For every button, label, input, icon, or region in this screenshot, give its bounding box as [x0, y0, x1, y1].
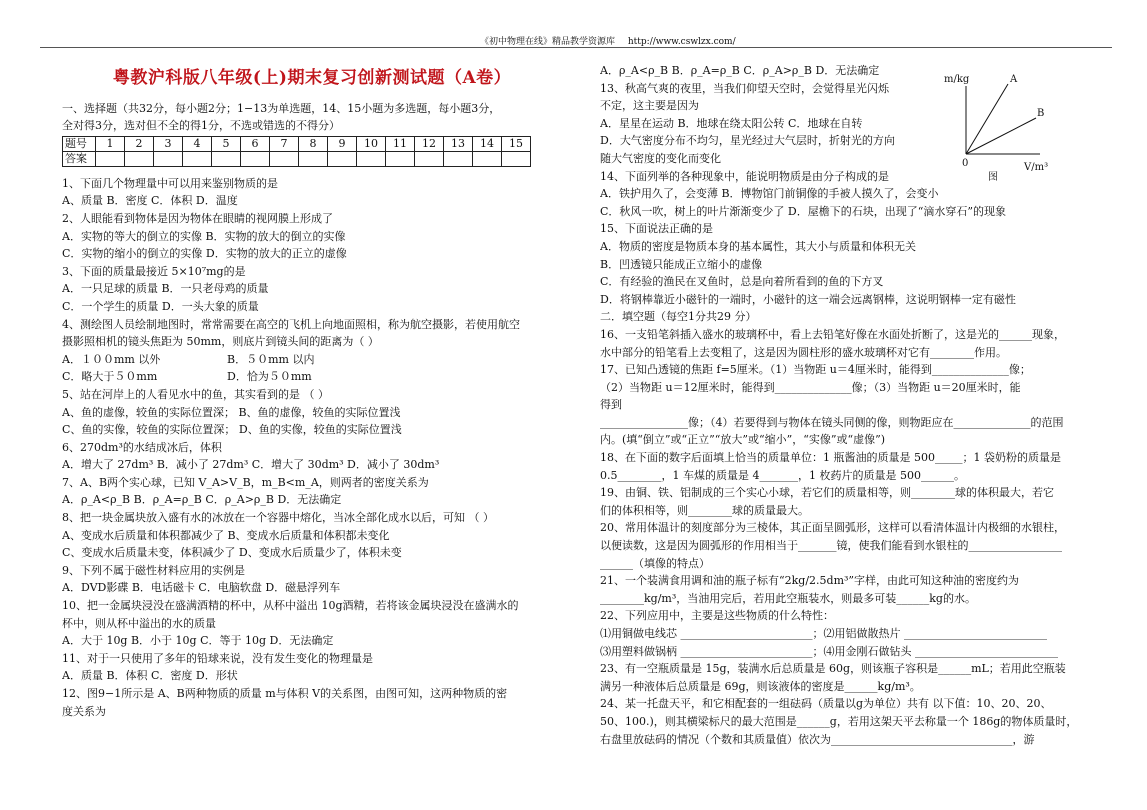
- question-line: 14、下面列举的各种现象中，能说明物质是由分子构成的是: [600, 169, 889, 183]
- option-text: C．略大于５０mm: [62, 370, 158, 384]
- answer-cell[interactable]: [357, 151, 386, 166]
- answer-cell[interactable]: [154, 151, 183, 166]
- answer-table-number: 9: [328, 136, 357, 151]
- question-line: ⑶用塑料做锅柄 ________________________；⑷用金刚石做钻头 __________________________: [600, 644, 1058, 658]
- question-line: 右盘里放砝码的情况（个数和其质量值）依次为_________________________________，游: [600, 732, 1035, 746]
- question-line: 6、270dm³的水结成冰后，体积: [62, 440, 222, 454]
- answer-cell[interactable]: [212, 151, 241, 166]
- question-line: 们的体积相等，则________球的质量最大。: [600, 503, 809, 517]
- question-line: 13、秋高气爽的夜里，当我们仰望天空时，会觉得星光闪烁: [600, 81, 889, 95]
- question-line: C、变成水后质量未变，体积减少了 D、变成水后质量少了，体积未变: [62, 546, 402, 560]
- question-line: 19、由铜、铁、铝制成的三个实心小球，若它们的质量相等，则________球的体积最大，若它: [600, 486, 1054, 500]
- question-line: 16、一支铅笔斜插入盛水的玻璃杯中，看上去铅笔好像在水面处折断了，这是光的______现象，: [600, 327, 1065, 341]
- question-line: 内。(填“倒立”或“正立”“放大”或“缩小”，“实像”或“虚像”): [600, 433, 886, 447]
- question-line: 1、下面几个物理量中可以用来鉴别物质的是: [62, 176, 278, 190]
- question-line: A、变成水后质量和体积都减少了 B、变成水后质量和体积都未变化: [62, 528, 390, 542]
- question-line: 摄影照相机的镜头焦距为 50mm，则底片到镜头间的距离为（ ）: [62, 335, 379, 349]
- answer-table-number: 8: [299, 136, 328, 151]
- page-title: 粤教沪科版八年级(上)期末复习创新测试题（A卷）: [112, 68, 512, 88]
- question-line: 50、100.)，则其横梁标尺的最大范围是______g，若用这架天平去称量一个 186g的物体质量时，: [600, 714, 1078, 728]
- question-line: ________________像；（4）若要得到与物体在镜头同侧的像，则物距应在______________的范围: [600, 415, 1064, 429]
- question-line: 5、站在河岸上的人看见水中的鱼，其实看到的是 （ ）: [62, 387, 329, 401]
- question-line: 11、对于一只使用了多年的铅球来说，没有发生变化的物理量是: [62, 651, 373, 665]
- question-line: [62, 351, 562, 369]
- question-line: A．物质的密度是物质本身的基本属性，其大小与质量和体积无关: [600, 239, 916, 253]
- answer-table-number: 15: [502, 136, 531, 151]
- answer-table-number: 11: [386, 136, 415, 151]
- question-line: 2、人眼能看到物体是因为物体在眼睛的视网膜上形成了: [62, 211, 333, 225]
- question-line: 20、常用体温计的刻度部分为三棱体，其正面呈圆弧形，这样可以看清体温计内极细的水银柱，: [600, 521, 1065, 535]
- question-line: 8、把一块金属块放入盛有水的冰放在一个容器中熔化，当冰全部化成水以后，可知 （ ）: [62, 511, 494, 525]
- question-line: 22、下列应用中，主要是这些物质的什么特性：: [600, 609, 834, 623]
- answer-cell[interactable]: [241, 151, 270, 166]
- page-header: [480, 34, 746, 47]
- question-line: A．实物的等大的倒立的实像 B．实物的放大的倒立的实像: [62, 229, 346, 243]
- question-line: B．凹透镜只能成正立缩小的虚像: [600, 257, 763, 271]
- answer-table-number: 13: [444, 136, 473, 151]
- section1-intro-1: 一、选择题（共32分，每小题2分；1−13为单选题，14、15小题为多选题，每小题3分，: [62, 101, 501, 115]
- question-line: C．一个学生的质量 D．一头大象的质量: [62, 299, 259, 313]
- left-column: [62, 62, 562, 720]
- question-line: 23、有一空瓶质量是 15g，装满水后总质量是 60g，则该瓶子容积是______mL；若用此空瓶装: [600, 662, 1066, 676]
- answer-table-number: 7: [270, 136, 299, 151]
- answer-table-row-label: 题号: [63, 136, 96, 151]
- question-line: A．ρ_A<ρ_B B．ρ_A=ρ_B C．ρ_A>ρ_B D．无法确定: [62, 493, 342, 507]
- question-line: 17、已知凸透镜的焦距 f=5厘米。（1）当物距 u＝4厘米时，能得到______________像；: [600, 363, 1031, 377]
- question-line: 18、在下面的数字后面填上恰当的质量单位：1 瓶酱油的质量是 500_____；1 袋奶粉的质量是: [600, 451, 1061, 465]
- answer-cell[interactable]: [96, 151, 125, 166]
- graph-origin: 0: [962, 158, 969, 169]
- graph-label-b: B: [1037, 108, 1045, 119]
- question-line: A．铁护用久了，会变薄 B．博物馆门前铜像的手被人摸久了，会变小: [600, 187, 939, 201]
- question-line: ⑴用铜做电线芯 ________________________；⑵用铝做散热片 __________________________: [600, 627, 1047, 640]
- option-text: B．５０mm 以内: [227, 352, 315, 366]
- question-line: 水中部分的铅笔看上去变粗了，这是因为圆柱形的盛水玻璃杯对它有________作用。: [600, 345, 1007, 359]
- question-line: 满另一种液体后总质量是 69g，则该液体的密度是______kg/m³。: [600, 679, 921, 693]
- question-line: 10、把一金属块浸没在盛满酒精的杯中，从杯中溢出 10g酒精，若将该金属块浸没在盛满水的: [62, 599, 519, 613]
- header-site: 《初中物理在线》精品教学资源库: [480, 37, 616, 47]
- answer-cell[interactable]: [270, 151, 299, 166]
- question-line: C、鱼的实像，较鱼的实际位置深； D、鱼的实像，较鱼的实际位置浅: [62, 423, 402, 437]
- question-line: A．大于 10g B．小于 10g C．等于 10g D．无法确定: [62, 634, 334, 648]
- answer-table-number: 1: [96, 136, 125, 151]
- question-line: ________kg/m³，当油用完后，若用此空瓶装水，则最多可装______kg的水。: [600, 591, 976, 605]
- question-line: A．ρ_A<ρ_B B．ρ_A=ρ_B C．ρ_A>ρ_B D．无法确定: [600, 64, 880, 77]
- answer-cell[interactable]: [183, 151, 212, 166]
- question-line: 0.5________，1 车煤的质量是 4_______，1 枚药片的质量是 500______。: [600, 468, 965, 482]
- answer-cell[interactable]: [473, 151, 502, 166]
- question-line: 4、测绘图人员绘制地图时，常常需要在高空的飞机上向地面照相，称为航空摄影，若使用航空: [62, 317, 520, 331]
- answer-cell[interactable]: [328, 151, 357, 166]
- header-rule: [40, 47, 1112, 48]
- answer-table-row-label: 答案: [63, 151, 96, 166]
- question-line: 12、图9−1所示是 A、B两种物质的质量 m与体积 V的关系图，由图可知，这两种物质的密: [62, 687, 508, 700]
- question-line: 9、下列不属于磁性材料应用的实例是: [62, 563, 245, 577]
- question-line: ______（填像的特点）: [600, 556, 710, 570]
- question-line: 21、一个装满食用调和油的瓶子标有“2kg/2.5dm³”字样，由此可知这种油的密度约为: [600, 574, 1020, 588]
- question-line: A．星星在运动 B．地球在绕太阳公转 C．地球在自转: [600, 116, 863, 130]
- answer-cell[interactable]: [125, 151, 154, 166]
- answer-table-number: 4: [183, 136, 212, 151]
- question-line: A、鱼的虚像，较鱼的实际位置深； B、鱼的虚像，较鱼的实际位置浅: [62, 405, 401, 419]
- graph-label-a: A: [1010, 74, 1018, 85]
- question-line: C．秋风一吹，树上的叶片渐渐变少了 D．屋檐下的石块，出现了“滴水穿石”的现象: [600, 204, 1006, 218]
- section1-intro-2: 全对得3分，选对但不全的得1分，不选或错选的不得分）: [62, 119, 340, 133]
- question-line: 二．填空题（每空1分共29 分）: [600, 310, 757, 324]
- answer-table-number: 10: [357, 136, 386, 151]
- question-line: 3、下面的质量最接近 5×10⁷mg的是: [62, 264, 246, 278]
- answer-table-number: 5: [212, 136, 241, 151]
- header-url: http://www.cswlzx.com/: [627, 37, 736, 47]
- answer-table-number: 14: [473, 136, 502, 151]
- answer-cell[interactable]: [444, 151, 473, 166]
- option-text: A．１００mm 以外: [62, 352, 161, 366]
- answer-table-number: 12: [415, 136, 444, 151]
- question-line: A．一只足球的质量 B．一只老母鸡的质量: [62, 282, 269, 296]
- answer-cell[interactable]: [502, 151, 531, 166]
- answer-cell[interactable]: [386, 151, 415, 166]
- answer-table-number: 6: [241, 136, 270, 151]
- question-line: A．质量 B．体积 C．密度 D．形状: [62, 669, 238, 683]
- question-line: A、质量 B．密度 C．体积 D．温度: [62, 194, 238, 208]
- question-line: 15、下面说法正确的是: [600, 222, 713, 236]
- answer-cell[interactable]: [415, 151, 444, 166]
- question-line: 24、某一托盘天平，和它相配套的一组砝码（质量以g为单位）共有 以下值：10、20、20、: [600, 697, 1052, 711]
- question-line: 7、A、B两个实心球，已知 V_A>V_B，m_B<m_A，则两者的密度关系为: [62, 475, 429, 489]
- question-line: D．大气密度分布不均匀，星光经过大气层时，折射光的方向: [600, 134, 895, 148]
- answer-table-number: 3: [154, 136, 183, 151]
- graph-ylabel: m/kg: [944, 74, 970, 85]
- question-line: 得到: [600, 398, 622, 412]
- question-line: 度关系为: [62, 704, 106, 718]
- question-line: D．将钢棒靠近小磁针的一端时，小磁针的这一端会远离钢棒，这说明钢棒一定有磁性: [600, 292, 1016, 306]
- answer-table-number: 2: [125, 136, 154, 151]
- left-question-list: [62, 175, 562, 720]
- graph-caption: 图: [988, 172, 998, 183]
- question-line: A．增大了 27dm³ B．减小了 27dm³ C．增大了 30dm³ D．减小了 30dm³: [62, 458, 440, 472]
- question-line: C．有经验的渔民在叉鱼时，总是向着所看到的鱼的下方叉: [600, 275, 884, 289]
- mass-volume-graph: [940, 70, 1050, 190]
- question-line: 随大气密度的变化而变化: [600, 151, 721, 165]
- question-line: 不定，这主要是因为: [600, 99, 699, 113]
- question-line: 杯中，则从杯中溢出的水的质量: [62, 616, 216, 630]
- question-line: [62, 368, 562, 386]
- question-line: C．实物的缩小的倒立的实像 D．实物的放大的正立的虚像: [62, 247, 347, 261]
- option-text: D．恰为５０mm: [227, 370, 312, 384]
- question-line: 以便读数，这是因为圆弧形的作用相当于_______镜，使我们能看到水银柱的_________________: [600, 539, 1062, 553]
- answer-cell[interactable]: [299, 151, 328, 166]
- question-line: A．DVD影碟 B．电话磁卡 C．电脑软盘 D．磁悬浮列车: [62, 581, 341, 595]
- question-line: （2）当物距 u＝12厘米时，能得到______________像；（3）当物距 u＝20厘米时，能: [600, 380, 1021, 394]
- graph-xlabel: V/m³: [1024, 162, 1049, 173]
- answer-table: [62, 136, 531, 167]
